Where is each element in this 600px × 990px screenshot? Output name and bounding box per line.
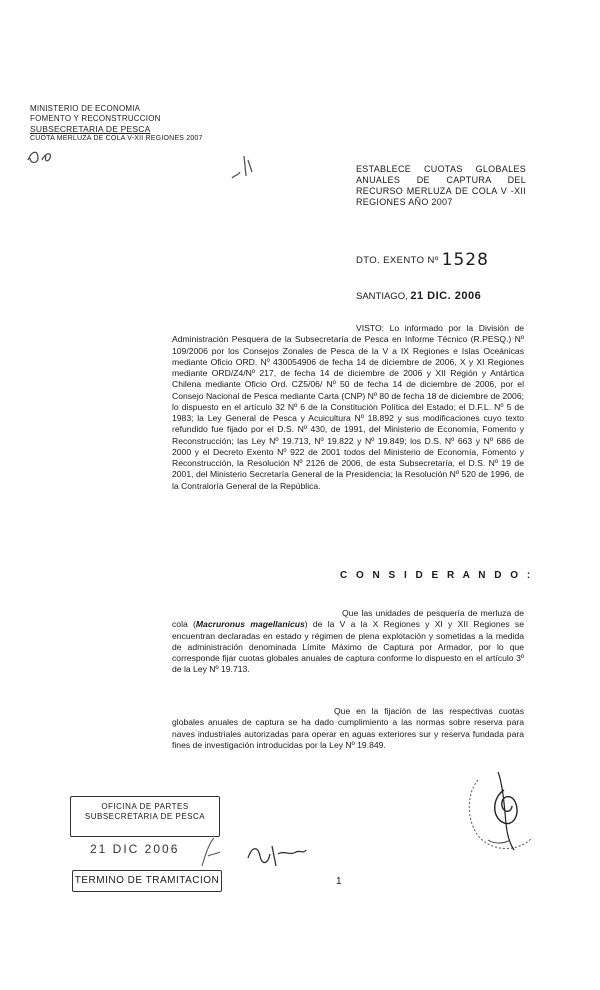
dateline (356, 290, 481, 302)
city: SANTIAGO, (356, 291, 408, 302)
paragraph-1-text-b: ) de la V a la X Regiones y XI y XII Regiones se encuentran declaradas en estado y régimen de plena explotación y sometidas a la medida de administración denominada Límite Máximo de Captura por Armador, por lo que corresponde fijar cuotas globales anuales de captura conforme lo dispuesto en el artículo 3º de la Ley Nº 19.713. (172, 619, 525, 675)
handwritten-initials-mark (24, 146, 64, 168)
species-name: Macruronus magellanicus (195, 619, 305, 630)
visto-paragraph: VISTO: Lo informado por la División de Administración Pesquera de la Subsecretaría de Pesca en Informe Técnico (R.PESQ.) Nº 109/2006 por los Consejos Zonales de Pesca de la V a IX Regiones e Islas Oceánicas mediante Oficio ORD. Nº 430054906 de fecha 14 de diciembre de 2006, X y XI Regiones mediante ORD/Z4/Nº 217, de fecha 14 de diciembre de 2006 y XII Región y Antártica Chilena mediante Oficio Ord. CZ5/06/ Nº 50 de fecha 14 de diciembre de 2006, por el Consejo Nacional de Pesca mediante Carta (CNP) Nº 80 de fecha 18 de diciembre de 2006; lo dispuesto en el artículo 32 Nº 6 de la Constitución Política del Estado; el D.F.L. Nº 5 de 1983; la Ley General de Pesca y Acuicultura Nº 18.892 y sus modificaciones cuyo texto refundido fue fijado por el D.S. Nº 430, de 1991, del Ministerio de Economía, Fomento y Reconstrucción; las Ley Nº 19.713, Nº 19.822 y Nº 19.849; los D.S. Nº 663 y Nº 686 de 2000 y el Decreto Exento Nº 922 de 2001 todos del Ministerio de Economía, Fomento y Reconstrucción, la Resolución Nº 2126 de 2006, de esta Subsecretaría, el D.S. Nº 19 de 2001, del Ministerio Secretaría General de la Presidencia; la Resolución Nº 520 de 1996, de la Contraloría General de la República. (172, 323, 524, 491)
page-number: 1 (336, 876, 342, 887)
ministry-name-line2: FOMENTO Y RECONSTRUCCION (30, 114, 161, 123)
oficina-partes-stamp (70, 796, 220, 837)
considerando-heading: C O N S I D E R A N D O : (340, 570, 534, 581)
decree-date: 21 DIC. 2006 (410, 290, 482, 302)
official-seal-signature (458, 760, 548, 860)
considerando-paragraph-2: Que en la fijación de las respectivas cuotas globales anuales de captura se ha dado cumplimiento a las normas sobre reserva para naves industriales autorizadas para operar en aguas exteriores sur y reserva fundada para fines de investigación introducidas por la Ley Nº 19.849. (172, 706, 524, 750)
letterhead (30, 104, 203, 144)
document-reference: CUOTA MERLUZA DE COLA V-XII REGIONES 2007 (30, 135, 203, 142)
termino-tramitacion-stamp: TERMINO DE TRAMITACION (72, 870, 222, 892)
stamp-line-2: SUBSECRETARIA DE PESCA (84, 812, 206, 821)
paragraph-1-text-a: Que las unidades de pesquería de merluza de cola ( (172, 608, 524, 630)
subsecretaria-name: SUBSECRETARIA DE PESCA (30, 124, 151, 134)
stamp-initials-mark (196, 832, 226, 872)
stamp-line-1: OFICINA DE PARTES (101, 802, 189, 811)
decree-label: DTO. EXENTO Nº (356, 255, 439, 266)
document-title: ESTABLECE CUOTAS GLOBALES ANUALES DE CAPTURA DEL RECURSO MERLUZA DE COLA V -XII REGIONES AÑO 2007 (356, 164, 526, 207)
signature-mark (244, 836, 314, 876)
decree-number-line (356, 250, 489, 270)
considerando-paragraph-1 (172, 608, 524, 676)
handwritten-mark (226, 148, 266, 188)
stamp-date: 21 DIC 2006 (90, 842, 180, 856)
decree-number: 1528 (441, 250, 489, 270)
ministry-name: MINISTERIO DE ECONOMIA (30, 104, 141, 113)
